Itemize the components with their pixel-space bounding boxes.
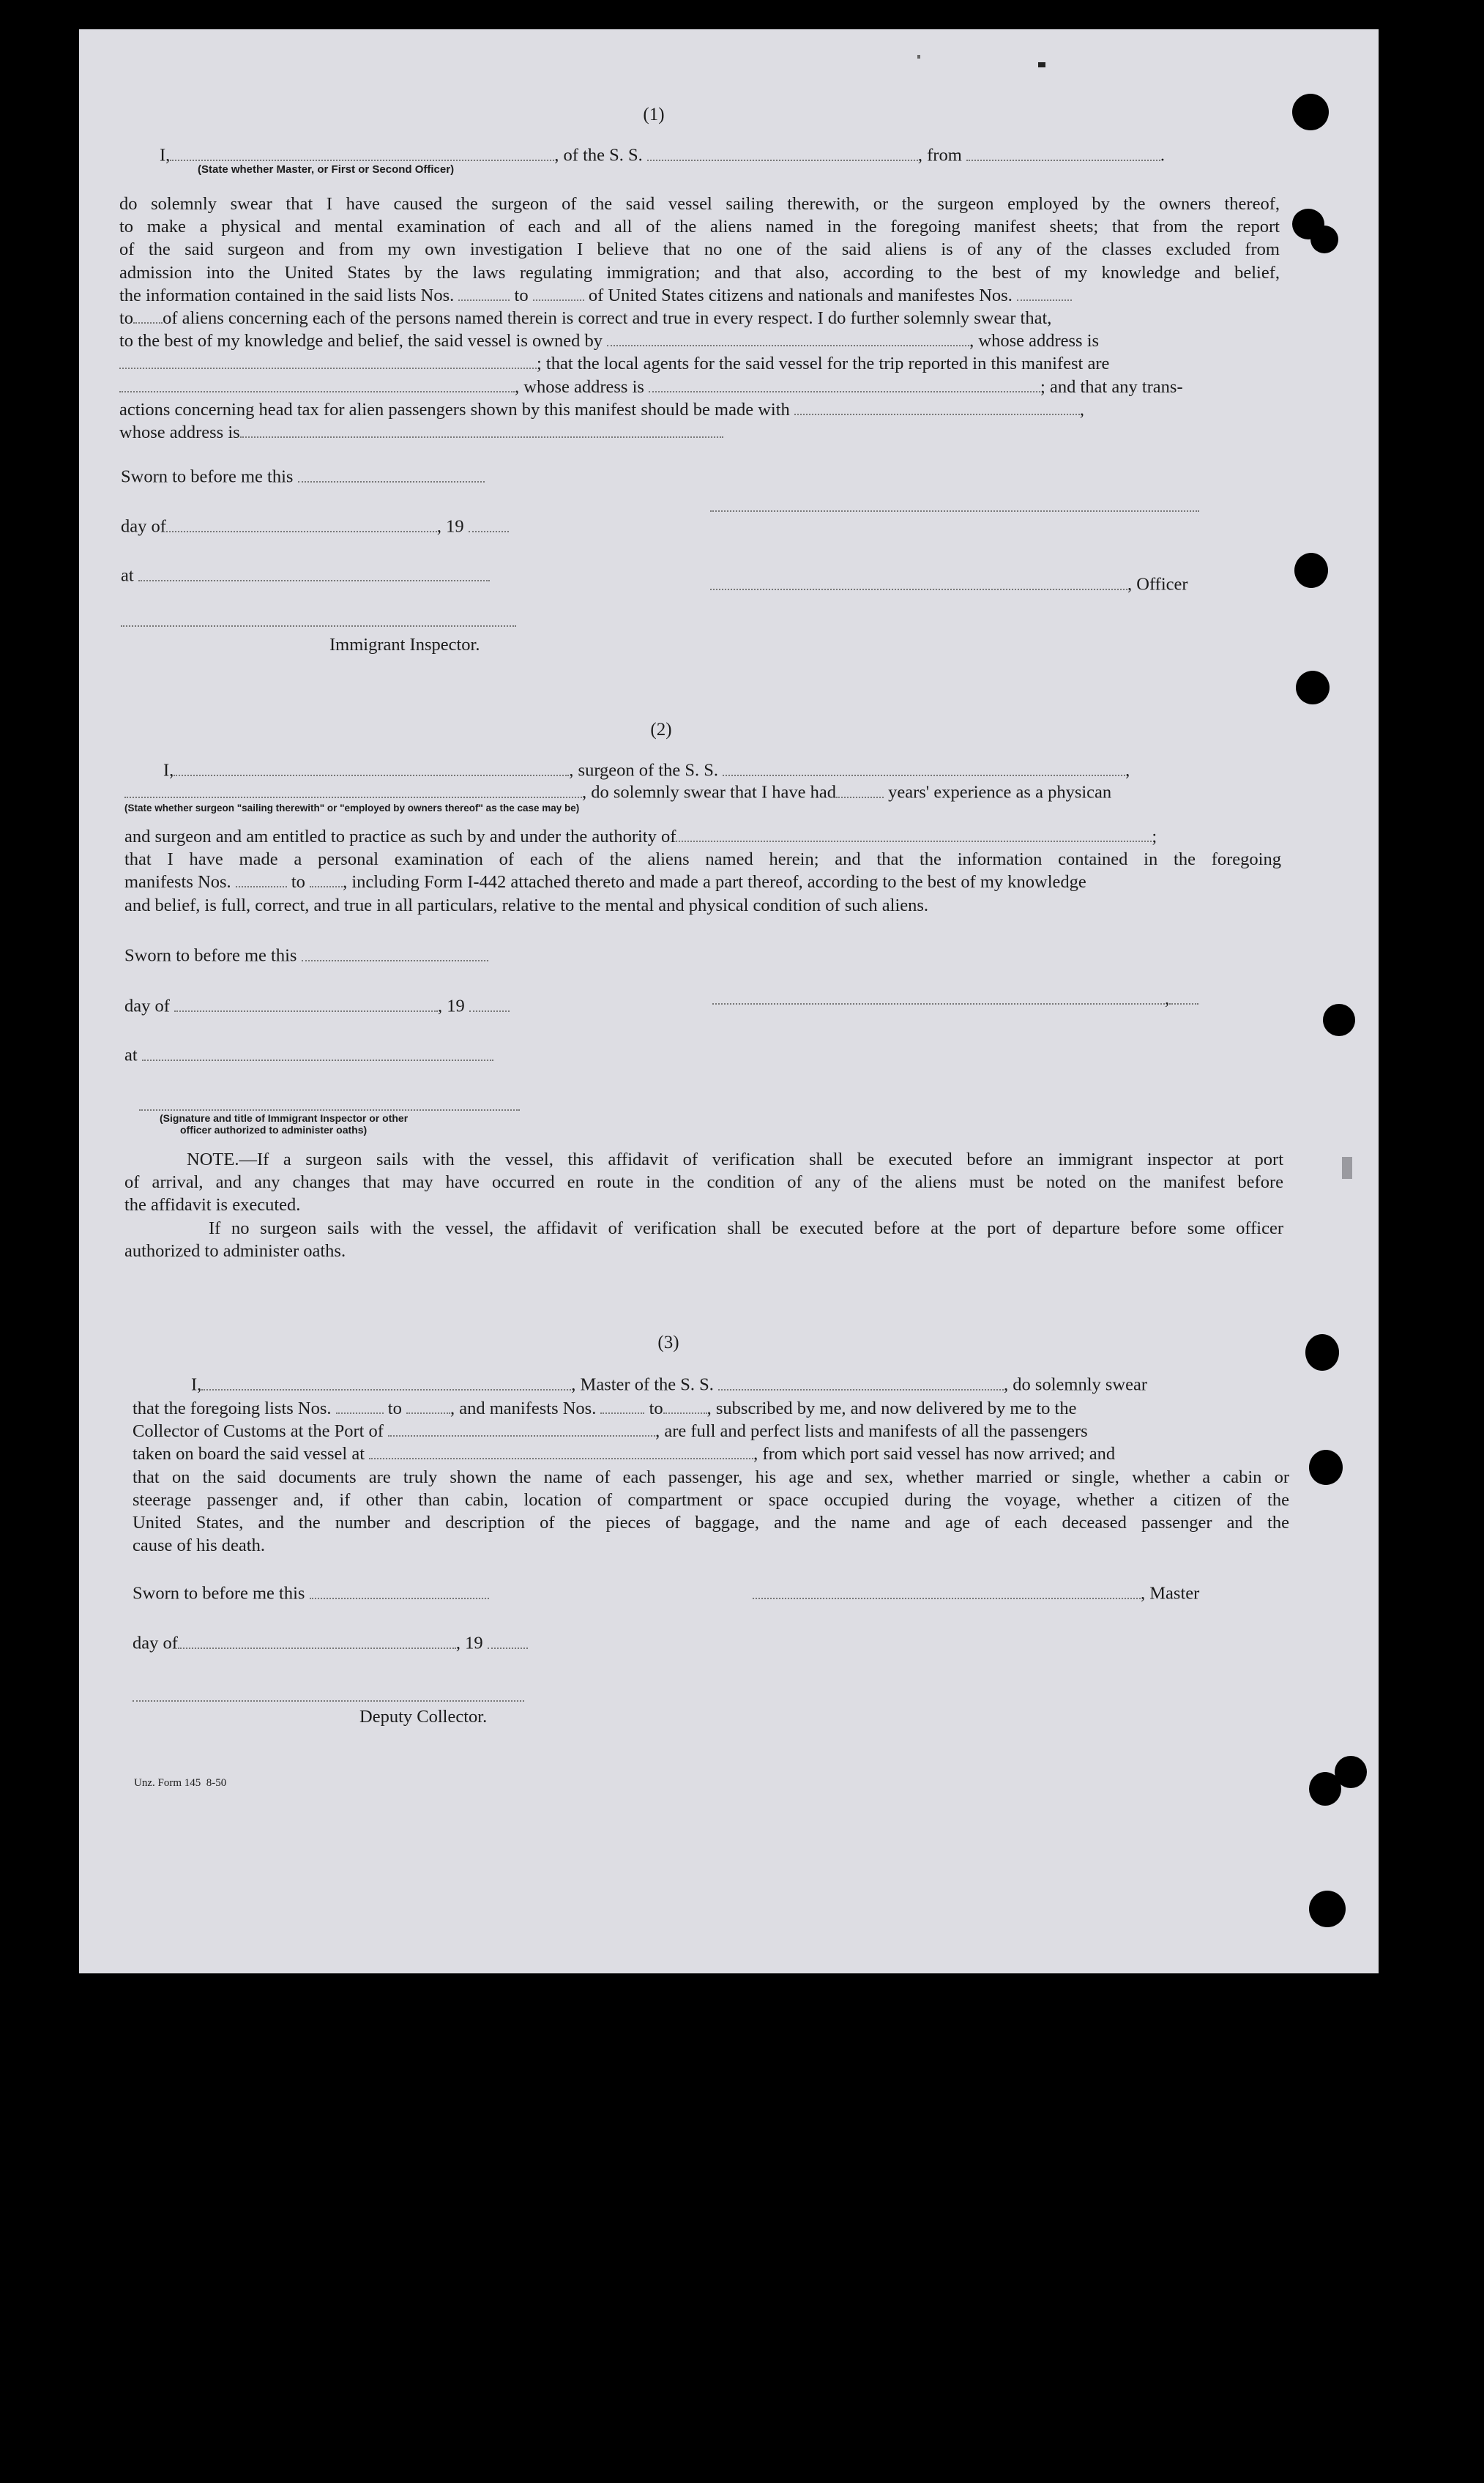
s1-at-label: at [121, 565, 134, 586]
s1-at-blank[interactable] [138, 565, 490, 581]
s1-aliens-text: of aliens concerning each of the persons named therein is correct and true in every respect. I do further solemnly swear that, [163, 308, 1052, 329]
punch-hole [1309, 1450, 1343, 1485]
s3-master-sign-label: , Master [1141, 1583, 1200, 1604]
s1-owner-address-blank[interactable] [119, 354, 537, 370]
punch-hole [1294, 553, 1328, 588]
s3-lists-from-blank[interactable] [336, 1398, 384, 1414]
s2-years-label: years' experience as a physican [888, 782, 1112, 803]
s1-body-line: to make a physical and mental examination of each and all of the aliens named in the foregoing manifest sheets; that from the report [119, 217, 1280, 237]
s3-day-blank[interactable] [178, 1633, 456, 1649]
s2-body [124, 825, 1281, 917]
s1-lists-line [119, 284, 1280, 307]
s3-lists-label: that the foregoing lists Nos. [133, 1399, 332, 1418]
s1-lists-to-blank[interactable] [533, 285, 584, 301]
s2-status-blank[interactable] [124, 782, 582, 798]
s2-at-line [124, 1045, 493, 1066]
s2-manifests-from-blank[interactable] [236, 872, 287, 888]
section-2-number: (2) [650, 720, 672, 740]
s2-day-blank[interactable] [174, 996, 438, 1012]
s2-year-blank[interactable] [469, 996, 510, 1012]
s3-vessel-blank[interactable] [718, 1374, 1004, 1391]
punch-hole [1310, 226, 1338, 253]
s1-sworn-line [121, 466, 485, 488]
s3-port-label: Collector of Customs at the Port of [133, 1421, 384, 1442]
s3-collector-label: Deputy Collector. [359, 1707, 488, 1727]
s1-year-label: , 19 [436, 516, 464, 537]
s3-line-i [191, 1374, 1147, 1396]
s1-signature-line[interactable] [710, 510, 1199, 512]
s2-body-line: that I have made a personal examination of each of the aliens named herein; and that the information contained in the foregoing [124, 849, 1281, 870]
form-number [134, 1777, 226, 1790]
scan-speck [1038, 62, 1045, 67]
s1-officer-blank[interactable] [170, 145, 554, 161]
s3-to-label: to [387, 1399, 402, 1418]
s1-body-line: of the said surgeon and from my own investigation I believe that no one of the said aliens is of any of the classes excluded from [119, 239, 1280, 260]
s3-i-label: I, [191, 1374, 202, 1395]
s3-sworn-blank[interactable] [310, 1583, 489, 1599]
s3-master-sign-blank[interactable] [753, 1583, 1141, 1599]
s1-vessel-blank[interactable] [647, 145, 918, 161]
s2-sworn-label: Sworn to before me this [124, 945, 297, 966]
s2-at-blank[interactable] [142, 1045, 493, 1061]
s2-note-line: the affidavit is executed. [124, 1195, 301, 1216]
s2-day-label: day of [124, 996, 170, 1016]
s2-signature-comma: , [1165, 989, 1170, 1009]
s1-headtax-line [119, 398, 1280, 421]
s2-note [124, 1148, 1283, 1262]
s1-day-label: day of [121, 516, 166, 537]
s2-surgeon-blank[interactable] [174, 760, 569, 776]
s1-to-label-2: to [119, 308, 134, 329]
s1-manifests-blank[interactable] [1017, 285, 1072, 301]
s1-to-label: to [514, 285, 529, 305]
s2-manifests-label: manifests Nos. [124, 872, 231, 893]
s3-body [133, 1397, 1289, 1557]
s1-agents-blank[interactable] [119, 376, 515, 392]
s3-swear-label: , do solemnly swear [1004, 1374, 1148, 1395]
s3-sworn-line [133, 1583, 489, 1604]
s1-transactions-label: ; and that any trans- [1040, 376, 1183, 397]
s1-port-blank[interactable] [966, 145, 1160, 161]
s2-semicolon: ; [1152, 827, 1157, 846]
s1-at-line [121, 565, 490, 587]
s3-port-line [133, 1420, 1289, 1442]
s2-body-line: and belief, is full, correct, and true in all particulars, relative to the mental and physical condition of such aliens. [124, 895, 929, 915]
s3-lists-text: , are full and perfect lists and manifests of all the passengers [655, 1421, 1088, 1442]
s2-note-line: authorized to administer oaths. [124, 1240, 346, 1261]
punch-hole [1323, 1004, 1355, 1036]
s3-to-label-2: to [649, 1399, 663, 1418]
s2-note-line: of arrival, and any changes that may have occurred en route in the condition of any of the aliens must be noted on the manifest before [124, 1172, 1283, 1193]
s2-years-blank[interactable] [836, 782, 884, 798]
s1-body-line: admission into the United States by the laws regulating immigration; and that also, according to the best of my knowledge and belief, [119, 262, 1280, 283]
s2-comma: , [1125, 760, 1130, 781]
s2-sig-note-2: officer authorized to administer oaths) [180, 1124, 368, 1136]
s1-ss-label: , of the S. S. [554, 145, 643, 165]
s3-master-sign-line [753, 1583, 1199, 1604]
s1-lists-label: the information contained in the said lists Nos. [119, 285, 455, 305]
s2-manifests-line [124, 871, 1281, 893]
s1-agents-text: ; that the local agents for the said vessel for the trip reported in this manifest are [537, 354, 1110, 374]
s2-sig-note-1: (Signature and title of Immigrant Inspector or other [160, 1112, 409, 1124]
s2-sworn-blank[interactable] [302, 945, 488, 961]
s1-headtax-blank[interactable] [794, 399, 1080, 415]
s2-authority-line [124, 825, 1281, 848]
s2-line-i [163, 760, 1130, 781]
scan-speck [917, 55, 920, 59]
s1-agents-line [119, 352, 1280, 375]
s1-agents-address-blank[interactable] [649, 376, 1040, 392]
s1-headtax-label: actions concerning head tax for alien passengers shown by this manifest should be made with [119, 399, 790, 420]
s1-manifests-label: of United States citizens and nationals and manifestes Nos. [588, 285, 1013, 305]
s3-collector-line[interactable] [133, 1700, 524, 1702]
s3-lists-line [133, 1397, 1289, 1420]
section-3-number: (3) [657, 1333, 679, 1352]
s1-day-blank[interactable] [166, 516, 437, 532]
s3-body-line: that on the said documents are truly shown the name of each passenger, his age and sex, whether married or single, whether a cabin or [133, 1467, 1289, 1487]
form-code: 8-50 [206, 1777, 227, 1789]
s2-form-text: , including Form I-442 attached thereto and made a part thereof, according to the best of my knowledge [343, 872, 1086, 893]
s2-status-note: (State whether surgeon "sailing therewith" or "employed by owners thereof" as the case may be) [124, 803, 580, 814]
s2-signature-line [712, 989, 1198, 1010]
scan-speck [1342, 1157, 1352, 1179]
s1-agents-address-line [119, 376, 1280, 398]
manifest-affidavit-page [79, 29, 1379, 1973]
s1-day-line [121, 516, 509, 537]
s3-lists-to-blank[interactable] [406, 1398, 450, 1414]
s3-manifests-to-blank[interactable] [663, 1398, 707, 1414]
s1-owner-label: to the best of my knowledge and belief, the said vessel is owned by [119, 331, 603, 351]
s1-lists-from-blank[interactable] [458, 285, 510, 301]
s3-year-blank[interactable] [488, 1633, 528, 1649]
s1-owner-line [119, 330, 1280, 352]
s1-i-label: I, [160, 145, 171, 165]
s1-sworn-label: Sworn to before me this [121, 466, 294, 487]
form-number-label: Unz. Form 145 [134, 1777, 201, 1789]
s1-body-line: do solemnly swear that I have caused the surgeon of the said vessel sailing therewith, or the surgeon employed by the owners thereof, [119, 194, 1280, 214]
s1-manifests-to-blank[interactable] [133, 308, 163, 324]
s1-headtax-address-line [119, 421, 1280, 444]
s3-day-label: day of [133, 1633, 178, 1653]
s2-surgeon-label: , surgeon of the S. S. [569, 760, 719, 781]
s2-swear-label: , do solemnly swear that I have had [582, 782, 836, 803]
s3-taken-line [133, 1442, 1289, 1465]
s2-sworn-line [124, 945, 488, 967]
s1-owner-blank[interactable] [607, 331, 969, 347]
s1-body [119, 193, 1280, 444]
s3-manifests-label: , and manifests Nos. [450, 1399, 597, 1418]
s3-body-line: steerage passenger and, if other than cabin, location of compartment or space occupied during the voyage, whether a citizen of the [133, 1489, 1289, 1510]
punch-hole [1309, 1891, 1346, 1927]
s1-from-label: , from [917, 145, 962, 165]
s1-inspector-label: Immigrant Inspector. [329, 635, 480, 655]
s3-day-line [133, 1633, 528, 1654]
s2-year-label: , 19 [438, 996, 465, 1016]
s1-officer-label: , Officer [1127, 574, 1188, 595]
s2-i-label: I, [163, 760, 174, 781]
s2-manifests-to-blank[interactable] [310, 872, 343, 888]
s3-manifests-from-blank[interactable] [600, 1398, 644, 1414]
s2-to-label: to [291, 872, 305, 893]
s2-day-line [124, 996, 510, 1017]
s1-sworn-blank[interactable] [298, 466, 485, 483]
s1-headtax-address-label: whose address is [119, 422, 240, 443]
s1-officer-sign-blank[interactable] [710, 574, 1127, 590]
s1-officer-note: (State whether Master, or First or Second Officer) [198, 163, 455, 176]
s1-year-blank[interactable] [469, 516, 509, 532]
punch-hole [1309, 1772, 1341, 1806]
s3-body-line: cause of his death. [133, 1535, 265, 1556]
s2-signature-blank[interactable] [712, 989, 1165, 1005]
s2-note-line: If no surgeon sails with the vessel, the affidavit of verification shall be executed before at the port of departure before some officer [209, 1218, 1283, 1238]
s1-agents-address-label: , whose address is [515, 376, 644, 397]
section-1-number: (1) [643, 105, 665, 124]
s1-inspector-line[interactable] [121, 625, 516, 627]
s3-year-label: , 19 [455, 1633, 483, 1653]
s1-owner-address-label: , whose address is [969, 331, 1100, 351]
s2-authority-label: and surgeon and am entitled to practice as such by and under the authority of [124, 827, 676, 846]
s3-arrived-text: , from which port said vessel has now arrived; and [753, 1444, 1116, 1464]
s2-inspector-line[interactable] [139, 1109, 520, 1111]
punch-hole [1305, 1334, 1339, 1371]
s1-aliens-line [119, 307, 1280, 330]
s3-port-blank[interactable] [388, 1421, 655, 1437]
s1-headtax-address-blank[interactable] [240, 422, 723, 438]
s2-signature-blank-2[interactable] [1169, 989, 1198, 1005]
s2-swear-line [124, 782, 1111, 803]
s3-subscribed-text: , subscribed by me, and now delivered by me to the [706, 1399, 1077, 1418]
s1-line1-end: . [1160, 145, 1166, 165]
punch-hole [1296, 671, 1330, 704]
s1-officer-line [710, 574, 1188, 595]
s3-taken-label: taken on board the said vessel at [133, 1444, 365, 1464]
s2-note-line: NOTE.—If a surgeon sails with the vessel, this affidavit of verification shall be executed before an immigrant inspector at port [187, 1150, 1283, 1169]
s3-master-label: , Master of the S. S. [571, 1374, 714, 1395]
punch-hole [1292, 94, 1329, 130]
s3-master-blank[interactable] [201, 1374, 571, 1391]
s1-headtax-comma: , [1079, 399, 1085, 420]
s2-vessel-blank[interactable] [723, 760, 1125, 776]
s3-taken-blank[interactable] [369, 1444, 753, 1460]
s3-body-line: United States, and the number and description of the pieces of baggage, and the name and age of each deceased passenger and the [133, 1513, 1289, 1533]
s3-sworn-label: Sworn to before me this [133, 1583, 305, 1604]
s2-authority-blank[interactable] [676, 826, 1152, 842]
s2-at-label: at [124, 1045, 138, 1065]
